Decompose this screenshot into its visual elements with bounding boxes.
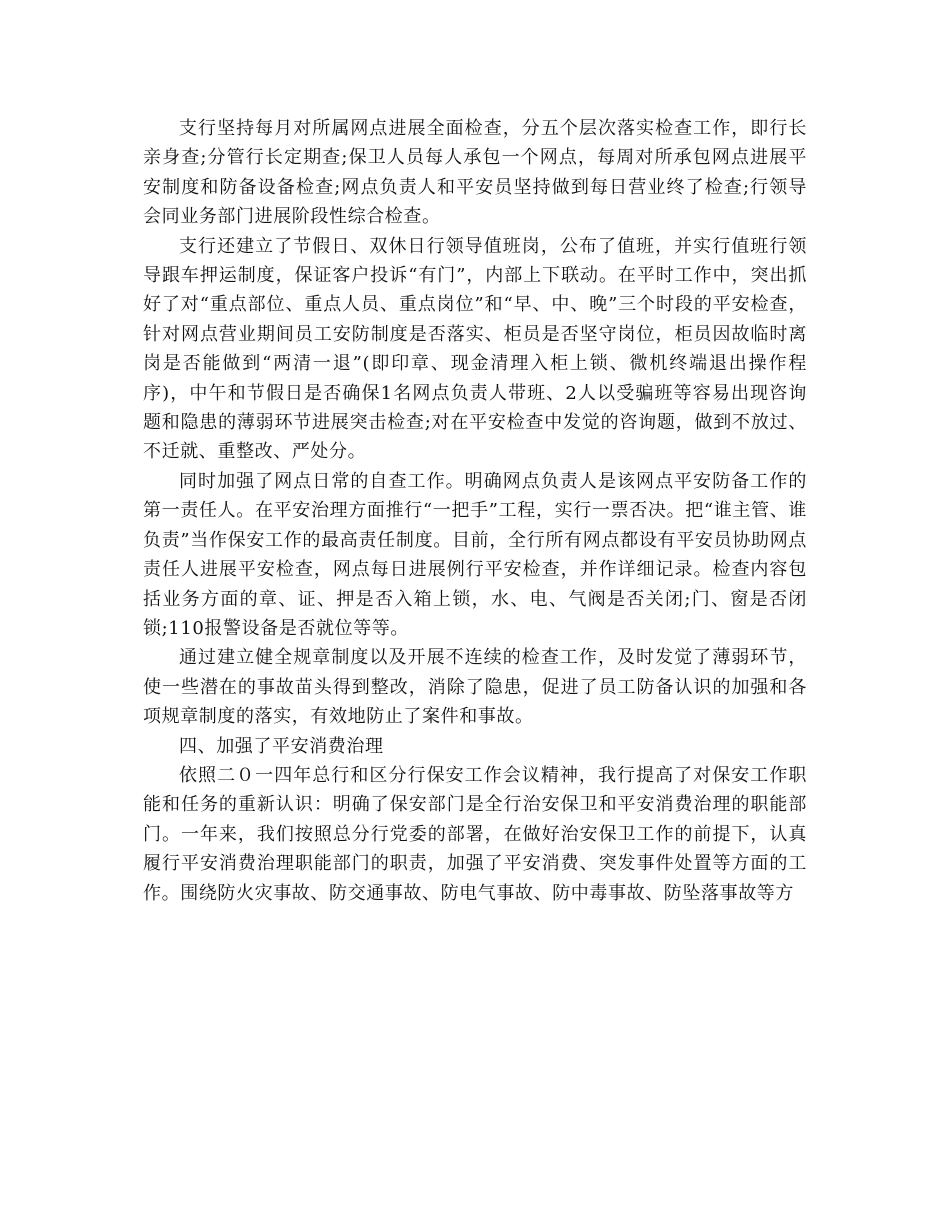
paragraph-inspection-levels: 支行坚持每月对所属网点进展全面检查，分五个层次落实检查工作，即行长亲身查;分管行长定期查;保卫人员每人承包一个网点，每周对所承包网点进展平安制度和防备设备检查;网点负责人和平安员坚持做到每日营业终了检查;行领导会同业务部门进展阶段性综合检查。 [143, 118, 807, 228]
section-heading: 四、加强了平安消费治理 [179, 735, 384, 757]
paragraph-results: 通过建立健全规章制度以及开展不连续的检查工作，及时发觉了薄弱环节，使一些潜在的事故苗头得到整改，消除了隐患，促进了员工防备认识的加强和各项规章制度的落实，有效地防止了案件和事故。 [143, 647, 807, 728]
paragraph-self-inspection: 同时加强了网点日常的自查工作。明确网点负责人是该网点平安防备工作的第一责任人。在平安治理方面推行“一把手”工程，实行一票否决。把“谁主管、谁负责”当作保安工作的最高责任制度。目前，全行所有网点都设有平安员协助网点责任人进展平安检查，网点每日进展例行平安检查，并作详细记录。检查内容包括业务方面的章、证、押是否入箱上锁，水、电、气阀是否关闭;门、窗是否闭锁;110报警设备是否就位等等。 [143, 470, 807, 639]
paragraph-safety-management: 依照二０一四年总行和区分行保安工作会议精神，我行提高了对保安工作职能和任务的重新认识：明确了保安部门是全行治安保卫和平安消费治理的职能部门。一年来，我们按照总分行党委的部署，在做好治安保卫工作的前提下，认真履行平安消费治理职能部门的职责，加强了平安消费、突发事件处置等方面的工作。围绕防火灾事故、防交通事故、防电气事故、防中毒事故、防坠落事故等方 [143, 764, 807, 904]
paragraph-duty-system: 支行还建立了节假日、双休日行领导值班岗，公布了值班，并实行值班行领导跟车押运制度，保证客户投诉“有门”，内部上下联动。在平时工作中，突出抓好了对“重点部位、重点人员、重点岗位”和“早、中、晚”三个时段的平安检查，针对网点营业期间员工安防制度是否落实、柜员是否坚守岗位，柜员因故临时离岗是否能做到“两清一退”(即印章、现金清理入柜上锁、微机终端退出操作程序)，中午和节假日是否确保1名网点负责人带班、2人以受骗班等容易出现咨询题和隐患的薄弱环节进展突击检查;对在平安检查中发觉的咨询题，做到不放过、不迁就、重整改、严处分。 [143, 235, 807, 463]
document-body [143, 114, 807, 908]
